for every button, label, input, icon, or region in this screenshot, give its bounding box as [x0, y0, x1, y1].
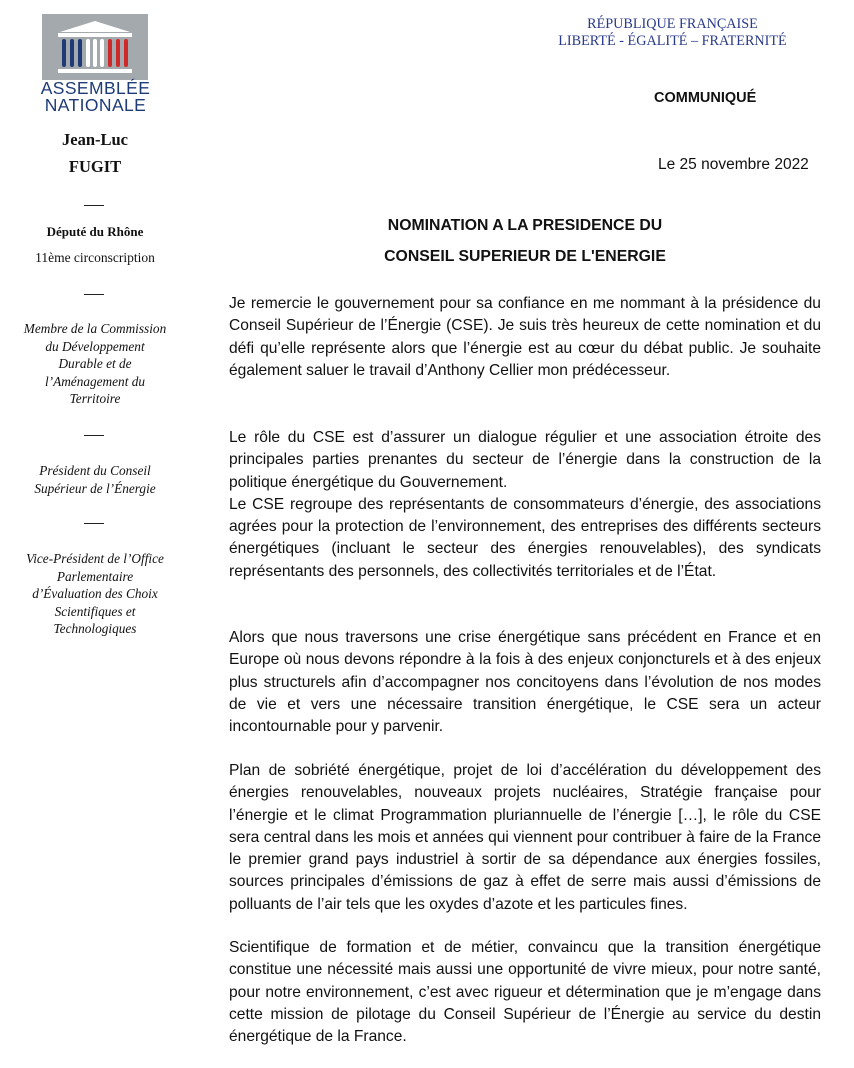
deputy-name	[10, 126, 180, 180]
deputy-first-name: Jean-Luc	[62, 130, 128, 149]
deputy-role: Député du Rhône	[46, 224, 144, 239]
mandate-line: Membre de la Commission	[23, 321, 167, 336]
divider	[84, 205, 104, 206]
deputy-last-name: FUGIT	[68, 157, 122, 176]
mandate-line: Durable et de	[58, 356, 132, 371]
paragraph-1	[229, 293, 821, 382]
document-type: COMMUNIQUÉ	[654, 90, 757, 106]
paragraph-text: Alors que nous traversons une crise énergétique sans précédent en France et en Europe où nous devons répondre à la fois à des enjeux conjoncturels et à des enjeux plus structurels afin d’accompagner nos concitoyens dans l’évolution de nos modes de vie et vers une nécessaire transition énergétique, le CSE sera un acteur incontournable pour y parvenir.	[229, 629, 821, 736]
mandate-line: Scientifiques et	[54, 603, 136, 619]
paragraph-text: Plan de sobriété énergétique, projet de loi d’accélération du développement des énergies renouvelables, nouveaux projets nucléaires, Stratégie française pour l’énergie et le climat Programmation pluriannuelle de l’énergie […], le rôle du CSE sera central dans les mois et années qui viennent pour contribuer à faire de la France le premier grand pays industriel à sortir de sa dépendance aux énergies fossiles, sources principales d’émissions de gaz à effet de serre mais aussi d’émissions de polluants de l’air tels que les oxydes d’azote et les particules fines.	[229, 762, 821, 913]
mandate-opecst	[10, 550, 180, 638]
paragraph-5	[229, 760, 821, 916]
paragraph-4	[229, 627, 821, 738]
republic-motto: LIBERTÉ - ÉGALITÉ – FRATERNITÉ	[558, 33, 787, 49]
logo-text-line1: ASSEMBLÉE	[40, 78, 151, 98]
mandate-line: l’Aménagement du	[44, 373, 146, 389]
mandate-line: Supérieur de l’Énergie	[34, 480, 156, 496]
mandate-line: Parlementaire	[56, 568, 134, 584]
mandate-cse	[10, 462, 180, 497]
page-title	[300, 210, 750, 272]
paragraph-2	[229, 427, 821, 583]
paragraph-text: Le CSE regroupe des représentants de consommateurs d’énergie, des associations agrées pour la protection de l’environnement, des entreprises des différents secteurs énergétiques (incluant le secteur des énergies renouvelables), des syndicats représentants des personnels, des collectivités territoriales et de l’État.	[229, 495, 821, 580]
paragraph-6	[229, 937, 821, 1048]
republic-header	[530, 16, 815, 50]
paragraph-text: Scientifique de formation et de métier, convaincu que la transition énergétique constitue une nécessité mais aussi une opportunité de vivre mieux, pour notre santé, pour notre environnement, c’est avec rigueur et détermination que je m’engage dans cette mission de pilotage du Conseil Supérieur de l’Énergie au service du destin énergétique de la France.	[229, 939, 821, 1046]
mandate-line: d’Évaluation des Choix	[32, 586, 158, 601]
divider	[84, 435, 104, 436]
deputy-constituency: 11ème circonscription	[35, 250, 155, 265]
mandate-line: Territoire	[69, 391, 121, 406]
mandate-line: du Développement	[45, 338, 145, 354]
title-line2: CONSEIL SUPERIEUR DE L'ENERGIE	[384, 248, 666, 265]
paragraph-text: Le rôle du CSE est d’assurer un dialogue régulier et une association étroite des principales parties prenantes du secteur de l’énergie dans la construction de la politique énergétique du Gouvernement.	[229, 429, 821, 491]
mandate-line: Président du Conseil	[39, 463, 151, 478]
mandate-line: Vice-Président de l’Office	[26, 551, 164, 566]
assemblee-nationale-logo	[38, 14, 153, 114]
paragraph-text: Je remercie le gouvernement pour sa confiance en me nommant à la présidence du Conseil Supérieur de l’Énergie (CSE). Je suis très heureux de cette nomination et du défi qu’elle représente alors que l’énergie est au cœur du débat public. Je souhaite également saluer le travail d’Anthony Cellier mon prédécesseur.	[229, 295, 821, 379]
document-date: Le 25 novembre 2022	[658, 156, 809, 173]
republic-name: RÉPUBLIQUE FRANÇAISE	[587, 16, 758, 32]
divider	[84, 294, 104, 295]
title-line1: NOMINATION A LA PRESIDENCE DU	[387, 217, 663, 234]
logo-building-emblem	[42, 14, 148, 80]
logo-text-line2: NATIONALE	[44, 95, 147, 115]
divider	[84, 523, 104, 524]
mandate-line: Technologiques	[53, 621, 137, 636]
hemicycle-icon	[42, 14, 148, 80]
mandate-commission	[10, 320, 180, 408]
